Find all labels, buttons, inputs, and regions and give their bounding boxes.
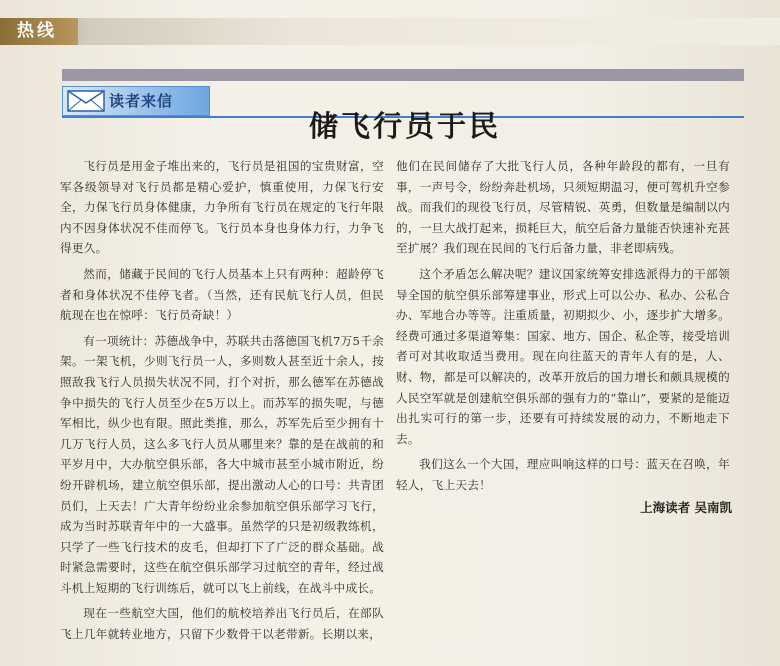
article-title: 储飞行员于民: [308, 109, 501, 143]
paragraph: 我们这么一个大国，理应叫响这样的口号：蓝天在召唤，年轻人，飞上天去！: [396, 457, 730, 492]
readers-letters-badge: [62, 86, 210, 116]
header-band: [0, 18, 780, 45]
envelope-icon: [67, 90, 105, 112]
badge-label: 读者来信: [109, 92, 174, 110]
left-column: [60, 156, 384, 650]
divider-bar: [62, 69, 744, 81]
section-tag-label: 热线: [17, 21, 57, 41]
paragraph: 有一项统计：苏德战争中，苏联共击落德国飞机7万5千余架。一架飞机，少则飞行员一人，多则数人甚至近十余人，按照敌我飞行人员损失状况不同，打个对折，那么德军在苏德战争中损失的飞行人员至少在5万以上。而苏军的损失呢，与德军相比，纵少也有限。照此类推，那么，苏军先后至少拥有十几万飞行人员，这么多飞行人员从哪里来？靠的是在战前的和平岁月中，大办航空俱乐部，各大中城市甚至小城市附近，纷纷开辟机场，建立航空俱乐部，提出激动人心的口号：共青团员们，上天去！广大青年纷纷业余参加航空俱乐部学习飞行，成为当时苏联青年中的一大盛事。虽然学的只是初级教练机，只学了一些飞行技术的皮毛，但却打下了广泛的群众基础。战时紧急需要时，这些在航空俱乐部学习过航空的青年，经过战斗机上短期的飞行训练后，就可以飞上前线，在战斗中成长。: [60, 333, 384, 595]
paragraph: 飞行员是用金子堆出来的，飞行员是祖国的宝贵财富，空军各级领导对飞行员都是精心爱护，慎重使用，力保飞行安全，力保飞行员身体健康，力争所有飞行员在规定的飞行年限内不因身体状况不佳而停飞。飞行员本身也身体力行，力争飞得更久。: [60, 159, 384, 256]
right-column: [396, 156, 730, 501]
paragraph-continued: 他们在民间储存了大批飞行人员，各种年龄段的都有，一旦有事，一声号令，纷纷奔赴机场，只须短期温习，便可驾机升空参战。而我们的现役飞行员，尽管精锐、英勇，但数量是编制以内的，一旦大战打起来，损耗巨大，航空后备力量能否快速补充甚至扩展？我们现在民间的飞行后备力量，非老即病残。: [396, 159, 730, 256]
paragraph: 这个矛盾怎么解决呢？建议国家统筹安排选派得力的干部领导全国的航空俱乐部筹建事业，形式上可以公办、私办、公私合办、军地合办等等。注重质量，初期拟少、小，逐步扩大增多。经费可通过多渠道筹集：国家、地方、国企、私企等，接受培训者可对其收取适当费用。现在向往蓝天的青年人有的是，人、财、物，都是可以解决的，改革开放后的国力增长和颇具规模的人民空军就是创建航空俱乐部的强有力的“靠山”，要紧的是能迈出扎实可行的第一步，还要有可持续发展的动力，不断地走下去。: [396, 266, 730, 446]
paragraph: 然而，储藏于民间的飞行人员基本上只有两种：超龄停飞者和身体状况不佳停飞者。（当然，还有民航飞行人员，但民航现在也在惊呼：飞行员奇缺！）: [60, 266, 384, 323]
author-signature: 上海读者 吴南凯: [640, 500, 732, 515]
paragraph: 现在一些航空大国，他们的航校培养出飞行员后，在部队飞上几年就转业地方，只留下少数骨干以老带新。长期以来，: [60, 606, 384, 642]
